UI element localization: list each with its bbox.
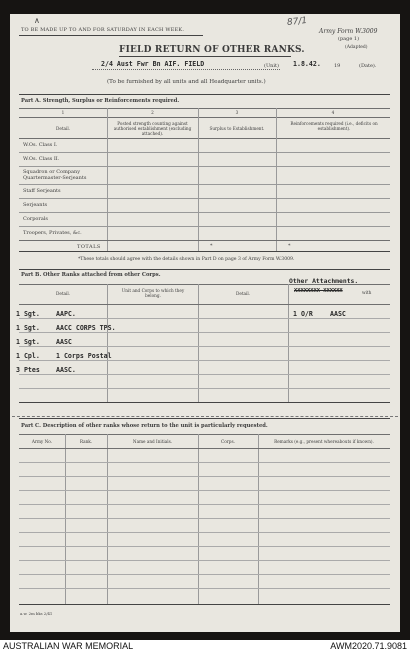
partA-row-sgt: Serjeants <box>23 202 48 208</box>
form-sheet <box>10 14 400 632</box>
partC-row-rule-10 <box>19 588 390 589</box>
partA-top-rule <box>19 94 390 95</box>
partA-row-cpl: Corporals <box>23 216 48 222</box>
partB-bottom-rule <box>19 402 390 403</box>
top-notice: TO BE MADE UP TO AND FOR SATURDAY IN EACH WEEK. <box>21 27 185 33</box>
partC-bottom-rule <box>19 604 390 605</box>
partB-entry-3-unit: AASC <box>56 338 72 346</box>
partC-rule-2 <box>19 448 390 449</box>
partC-header-armyno: Army No. <box>31 439 53 444</box>
partC-row-rule-7 <box>19 546 390 547</box>
partA-rule-1 <box>19 108 390 109</box>
partB-header-unit: Unit and Corps to which they belong. <box>121 288 185 298</box>
partA-header-posted: Posted strength counting against authorised establishment (excluding attached). <box>113 121 192 136</box>
partB-vline-1 <box>107 284 108 402</box>
partB-struck-header: XXXXXXXX XXXXXX <box>294 288 343 294</box>
notice-underline <box>19 35 203 36</box>
partC-vline-4 <box>258 434 259 604</box>
partB-entry-2-rank: 1 Sgt. <box>16 324 40 332</box>
partB-right-entry-1-unit: AASC <box>330 310 346 318</box>
partA-bottom-rule <box>19 251 390 252</box>
partB-rule-r2 <box>19 332 390 333</box>
perforation-line <box>12 416 398 417</box>
partA-rule-r2 <box>19 166 390 167</box>
partC-heading: Part C. Description of other ranks whose return to the unit is particularly requested. <box>21 423 268 429</box>
unit-typed: 2/4 Aust Fwr Bn AIF. FIELD <box>101 60 205 68</box>
staple-mark: ∧ <box>34 16 40 25</box>
unit-line <box>92 69 280 70</box>
partA-row-cqms: Squadron or Company Quartermaster-Serjeants <box>23 169 87 181</box>
partC-vline-1 <box>65 434 66 604</box>
partC-row-rule-9 <box>19 574 390 575</box>
partC-header-rank: Rank. <box>79 439 93 444</box>
instruction: (To be furnished by all units and all Headquarter units.) <box>107 79 266 85</box>
date-typed: 1.8.42. <box>293 60 321 68</box>
partC-row-rule-4 <box>19 504 390 505</box>
partA-rule-r7 <box>19 240 390 241</box>
partA-totals-label: TOTALS <box>77 244 101 250</box>
partA-rule-r4 <box>19 198 390 199</box>
partB-vline-3 <box>288 284 289 402</box>
partC-header-remarks: Remarks (e.g., present whereabouts if known). <box>274 439 374 444</box>
partB-entry-5-unit: AASC. <box>56 366 76 374</box>
partB-entry-2-unit: AACC CORPS TPS. <box>56 324 116 332</box>
partB-header-detail: Detail. <box>55 291 71 296</box>
partB-rule-r3 <box>19 346 390 347</box>
partB-vline-2 <box>198 284 199 402</box>
form-name: Army Form W.3009 <box>319 28 378 35</box>
partB-entry-1-rank: 1 Sgt. <box>16 310 40 318</box>
partA-rule-r6 <box>19 226 390 227</box>
partC-vline-2 <box>107 434 108 604</box>
partC-row-rule-6 <box>19 532 390 533</box>
partB-header-detail-2: Detail. <box>235 291 251 296</box>
title-underline <box>119 56 291 57</box>
unit-suffix: (Unit) <box>264 63 279 69</box>
partC-vline-3 <box>198 434 199 604</box>
print-code: a.w. 2m bks 2/41 <box>20 611 53 616</box>
form-page: (page 1) <box>338 36 360 42</box>
partA-rule-3 <box>19 138 390 139</box>
partB-entry-5-rank: 3 Ptes <box>16 366 40 374</box>
partA-header-surplus: Surplus to Establishment. <box>209 126 265 131</box>
partA-row-pte: Troopers, Privates, &c. <box>23 230 82 236</box>
partA-row-ssgt: Staff Serjeants <box>23 188 61 194</box>
partB-struck-suffix: with <box>362 290 372 295</box>
partA-footnote: *These totals should agree with the details shown in Part D on page 3 of Army Form W.3009. <box>78 257 295 262</box>
partA-totals-mark-2: * <box>288 243 291 249</box>
partB-rule-2 <box>19 304 390 305</box>
partA-colnum-4: 4 <box>331 110 335 115</box>
partC-row-rule-3 <box>19 490 390 491</box>
form-adapted: (Adapted) <box>345 45 368 50</box>
partB-rule-r5 <box>19 374 390 375</box>
archive-caption <box>0 641 410 653</box>
partA-row-wo2: W.Os. Class II. <box>23 156 60 162</box>
partC-rule-1 <box>19 434 390 435</box>
partC-top-rule <box>19 418 390 419</box>
partB-heading: Part B. Other Ranks attached from other Corps. <box>21 272 161 278</box>
partA-vline-1 <box>107 108 108 251</box>
partB-rule-r1 <box>19 318 390 319</box>
partB-entry-4-rank: 1 Cpl. <box>16 352 40 360</box>
partB-entry-3-rank: 1 Sgt. <box>16 338 40 346</box>
partA-colnum-1: 1 <box>61 110 65 115</box>
partC-header-name: Name and Initials. <box>132 439 173 444</box>
partC-row-rule-5 <box>19 518 390 519</box>
partA-header-detail: Detail. <box>55 126 71 131</box>
year-prefix: 19 <box>334 63 341 69</box>
partB-entry-4-unit: 1 Corps Postal <box>56 352 112 360</box>
partA-vline-3 <box>276 108 277 251</box>
partA-colnum-3: 3 <box>235 110 239 115</box>
partB-rule-r6 <box>19 388 390 389</box>
partB-rule-r4 <box>19 360 390 361</box>
caption-accession: AWM2020.71.9081 <box>330 641 407 651</box>
partA-rule-r5 <box>19 212 390 213</box>
partB-top-rule <box>19 269 390 270</box>
partA-row-wo1: W.Os. Class I. <box>23 142 58 148</box>
partA-rule-r1 <box>19 152 390 153</box>
partC-header-corps: Corps. <box>221 439 235 444</box>
partB-right-entry-1-rank: 1 O/R <box>293 310 313 318</box>
handwritten-ref: 87/1 <box>286 15 308 29</box>
partA-header-reinforcements: Reinforcements required (i.e., deficits on establishment). <box>290 121 378 131</box>
partB-typed-header: Other Attachments. <box>289 277 359 285</box>
partA-colnum-2: 2 <box>151 110 154 115</box>
caption-institution: AUSTRALIAN WAR MEMORIAL <box>3 641 134 651</box>
partC-row-rule-1 <box>19 462 390 463</box>
partC-row-rule-8 <box>19 560 390 561</box>
partA-heading: Part A. Strength, Surplus or Reinforcements required. <box>21 98 180 104</box>
partA-rule-2 <box>19 117 390 118</box>
partB-entry-1-unit: AAPC. <box>56 310 76 318</box>
date-label: (Date). <box>359 63 377 69</box>
partA-rule-r3 <box>19 184 390 185</box>
form-title: FIELD RETURN OF OTHER RANKS. <box>119 45 305 55</box>
partA-totals-mark-1: * <box>210 243 213 249</box>
partC-row-rule-2 <box>19 476 390 477</box>
